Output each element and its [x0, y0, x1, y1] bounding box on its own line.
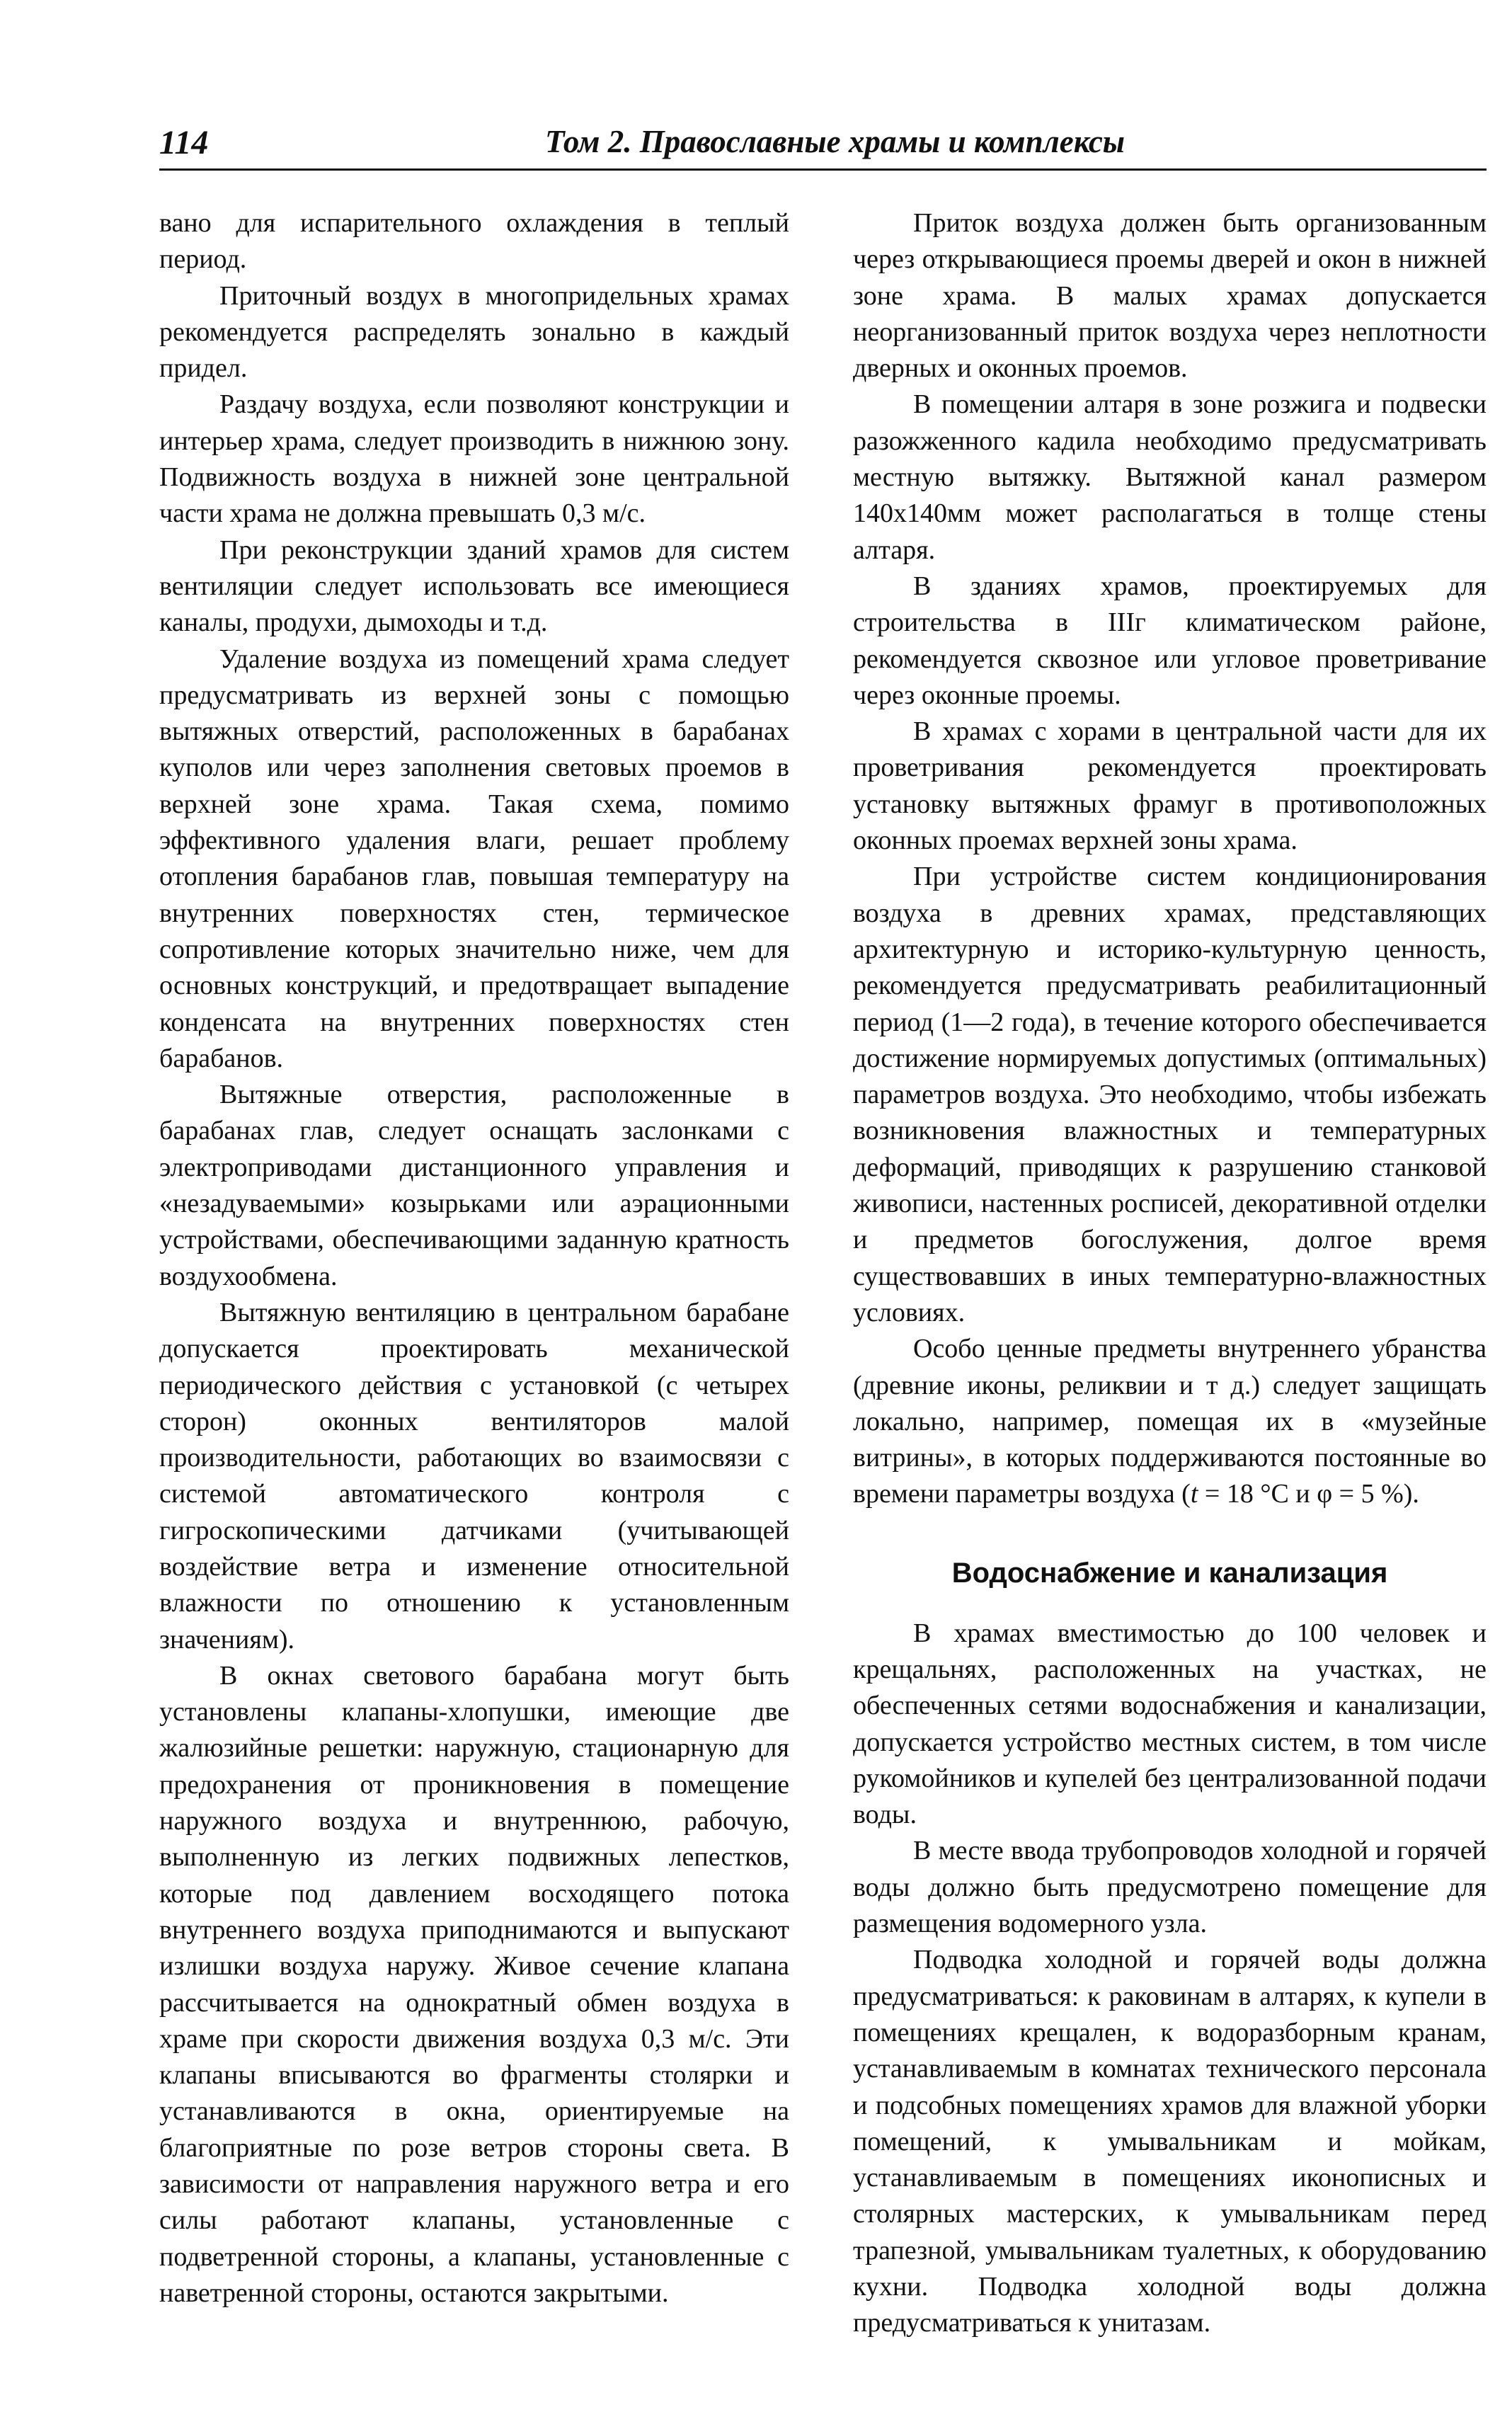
- paragraph-text: Особо ценные предметы внутреннего убранства (древние иконы, реликвии и т д.) следует защищать локально, например, помещая их в «музейные витрины», в которых поддерживаются постоянные во времени параметры воздуха (: [853, 1334, 1487, 1509]
- paragraph: вано для испарительного охлаждения в теплый период.: [159, 208, 789, 275]
- humidity-symbol: φ: [1317, 1479, 1333, 1509]
- paragraph: В храмах вместимостью до 100 человек и крещальнях, расположенных на участках, не обеспеченных сетями водоснабжения и канализации, допускается устройство местных систем, в том числе рукомойников и купелей без централизованной подачи воды.: [853, 1618, 1487, 1830]
- page-number: 114: [159, 124, 209, 161]
- paragraph: В окнах светового барабана могут быть установлены клапаны-хлопушки, имеющие две жалюзийные решетки: наружную, стационарную для предохранения от проникновения в помещение наружного воздуха и внутреннюю, рабочую, выполненную из легких подвижных лепестков, которые под давлением восходящего потока внутреннего воздуха приподнимаются и выпускают излишки воздуха наружу. Живое сечение клапана рассчитывается на однократный обмен воздуха в храме при скорости движения воздуха 0,3 м/с. Эти клапаны вписываются во фрагменты столярки и устанавливаются в окна, ориентируемые на благоприятные по розе ветров стороны света. В зависимости от направления наружного ветра и его силы работают клапаны, установленные с подветренной стороны, а клапаны, установленные с наветренной стороны, остаются закрытыми.: [159, 1660, 789, 2308]
- paragraph: Приток воздуха должен быть организованным через открывающиеся проемы дверей и окон в нижней зоне храма. В малых храмах допускается неорганизованный приток воздуха через неплотности дверных и оконных проемов.: [853, 208, 1487, 384]
- page-header: [159, 119, 1487, 171]
- section-heading: Водоснабжение и канализация: [951, 1557, 1388, 1589]
- paragraph: В храмах с хорами в центральной части для их проветривания рекомендуется проектировать установку вытяжных фрамуг в противоположных оконных проемах верхней зоны храма.: [853, 716, 1487, 856]
- paragraph: При реконструкции зданий храмов для систем вентиляции следует использовать все имеющиеся каналы, продухи, дымоходы и т.д.: [159, 535, 789, 638]
- paragraph: Раздачу воздуха, если позволяют конструкции и интерьер храма, следует производить в нижнюю зону. Подвижность воздуха в нижней зоне центральной части храма не должна превышать 0,3 м/с.: [159, 389, 789, 529]
- running-title: Том 2. Православные храмы и комплексы: [545, 124, 1126, 159]
- paragraph-museum-showcases: [853, 1331, 1487, 1512]
- paragraph: В месте ввода трубопроводов холодной и горячей воды должно быть предусмотрено помещение для размещения водомерного узла.: [853, 1836, 1487, 1939]
- temperature-symbol: t: [1190, 1479, 1198, 1509]
- paragraph-text: = 18 °С и: [1198, 1479, 1317, 1509]
- paragraph: Вытяжную вентиляцию в центральном барабане допускается проектировать механической периодического действия с установкой (с четырех сторон) оконных вентиляторов малой производительности, работающих во взаимосвязи с системой автоматического контроля с гигроскопическими датчиками (учитывающей воздействие ветра и изменение относительной влажности по отношению к установленным значениям).: [159, 1297, 789, 1654]
- paragraph: В зданиях храмов, проектируемых для строительства в IIIг климатическом районе, рекомендуется сквозное или угловое проветривание через оконные проемы.: [853, 571, 1487, 710]
- right-column: [853, 205, 1487, 2342]
- paragraph: В помещении алтаря в зоне розжига и подвески разожженного кадила необходимо предусматривать местную вытяжку. Вытяжной канал размером 140х140мм может располагаться в толще стены алтаря.: [853, 389, 1487, 565]
- paragraph: Удаление воздуха из помещений храма следует предусматривать из верхней зоны с помощью вытяжных отверстий, расположенных в барабанах куполов или через заполнения световых проемов в верхней зоне храма. Такая схема, помимо эффективного удаления влаги, решает проблему отопления барабанов глав, повышая температуру на внутренних поверхностях стен, термическое сопротивление которых значительно ниже, чем для основных конструкций, и предотвращает выпадение конденсата на внутренних поверхностях стен барабанов.: [159, 644, 789, 1073]
- paragraph: Вытяжные отверстия, расположенные в барабанах глав, следует оснащать заслонками с электроприводами дистанционного управления и «незадуваемыми» козырьками или аэрационными устройствами, обеспечивающими заданную кратность воздухообмена.: [159, 1080, 789, 1291]
- paragraph-text: = 5 %).: [1332, 1479, 1419, 1509]
- paragraph: При устройстве систем кондиционирования воздуха в древних храмах, представляющих архитектурную и историко-культурную ценность, рекомендуется предусматривать реабилитационный период (1—2 года), в течение которого обеспечивается достижение нормируемых допустимых (оптимальных) параметров воздуха. Это необходимо, чтобы избежать возникновения влажностных и температурных деформаций, приводящих к разрушению станковой живописи, настенных росписей, декоративной отделки и предметов богослужения, долгое время существовавших в иных температурно-влажностных условиях.: [853, 862, 1487, 1327]
- left-column: [159, 205, 789, 2311]
- paragraph: Приточный воздух в многопридельных храмах рекомендуется распределять зонально в каждый придел.: [159, 280, 789, 384]
- paragraph: Подводка холодной и горячей воды должна предусматриваться: к раковинам в алтарях, к купели в помещениях крещален, к водоразборным кранам, устанавливаемым в комнатах технического персонала и подсобных помещениях храмов для влажной уборки помещений, к умывальникам и мойкам, устанавливаемым в помещениях иконописных и столярных мастерских, к умывальникам перед трапезной, умывальникам туалетных, к оборудованию кухни. Подводка холодной воды должна предусматриваться к унитазам.: [853, 1945, 1487, 2338]
